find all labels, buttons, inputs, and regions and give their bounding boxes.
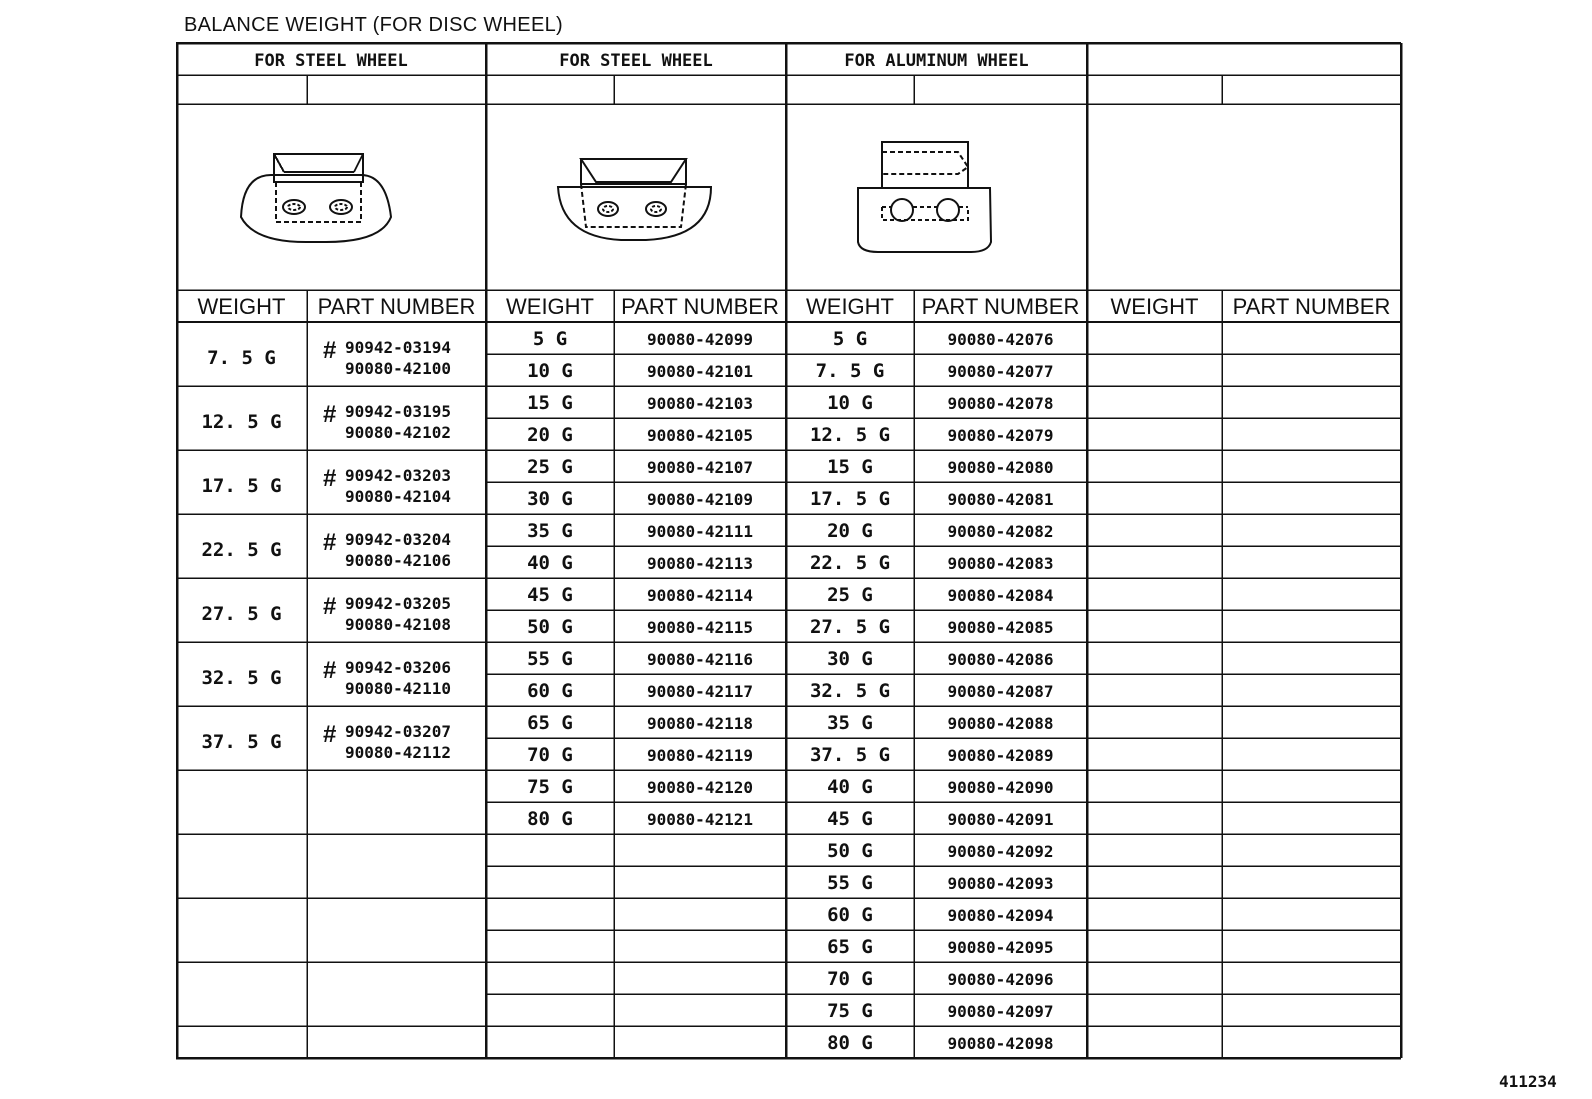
figure-number: 411234 — [1499, 1072, 1557, 1091]
hash-mark: # — [323, 593, 337, 620]
part-number: 90080-42093 — [947, 874, 1054, 893]
hash-mark: # — [323, 465, 337, 492]
weight-value: 25 G — [527, 456, 573, 478]
part-number: 90080-42079 — [947, 426, 1054, 445]
part-number: 90080-42092 — [947, 842, 1054, 861]
weight-value: 27. 5 G — [809, 616, 891, 638]
weight-value: 30 G — [827, 648, 873, 670]
part-number: 90080-42114 — [647, 586, 753, 605]
part-number: 90942-03203 — [345, 466, 451, 485]
part-number: 90080-42103 — [647, 394, 753, 413]
weight-value: 32. 5 G — [809, 680, 891, 702]
weight-value: 10 G — [827, 392, 873, 414]
table-text — [198, 51, 1391, 1054]
part-number-column-header: PART NUMBER — [621, 294, 779, 319]
part-number: 90080-42080 — [947, 458, 1054, 477]
part-number: 90942-03194 — [345, 338, 451, 357]
part-number: 90080-42115 — [647, 618, 753, 637]
steel-weight-1-icon — [241, 154, 391, 242]
weight-value: 50 G — [827, 840, 873, 862]
part-number: 90080-42106 — [345, 551, 451, 570]
weight-column-header: WEIGHT — [806, 294, 894, 319]
part-number: 90080-42087 — [947, 682, 1054, 701]
part-number: 90080-42111 — [647, 522, 753, 541]
weight-value: 65 G — [527, 712, 573, 734]
weight-value: 75 G — [827, 1000, 873, 1022]
part-number-column-header: PART NUMBER — [921, 294, 1080, 319]
weight-value: 10 G — [527, 360, 573, 382]
part-number: 90080-42104 — [345, 487, 451, 506]
part-number: 90080-42095 — [947, 938, 1054, 957]
weight-value: 7. 5 G — [815, 360, 885, 382]
weight-column-header: WEIGHT — [197, 294, 286, 319]
weight-value: 5 G — [532, 328, 568, 350]
weight-value: 75 G — [527, 776, 573, 798]
part-number: 90080-42110 — [345, 679, 451, 698]
weight-value: 55 G — [527, 648, 573, 670]
weight-value: 50 G — [527, 616, 573, 638]
weight-value: 70 G — [827, 968, 873, 990]
part-number: 90080-42119 — [647, 746, 753, 765]
weight-value: 12. 5 G — [201, 411, 282, 433]
part-number: 90080-42102 — [345, 423, 451, 442]
steel-weight-2-icon — [558, 159, 711, 240]
weight-value: 60 G — [827, 904, 873, 926]
weight-value: 30 G — [527, 488, 573, 510]
weight-value: 35 G — [827, 712, 873, 734]
part-number: 90080-42107 — [647, 458, 753, 477]
aluminum-weight-icon — [858, 142, 991, 252]
part-number: 90942-03204 — [345, 530, 451, 549]
part-number: 90080-42081 — [947, 490, 1054, 509]
part-number: 90080-42094 — [947, 906, 1054, 925]
weight-value: 25 G — [827, 584, 873, 606]
weight-value: 37. 5 G — [201, 731, 282, 753]
weight-value: 45 G — [827, 808, 873, 830]
part-number: 90080-42101 — [647, 362, 753, 381]
weight-value: 17. 5 G — [201, 475, 282, 497]
weight-column-header: WEIGHT — [1110, 294, 1199, 319]
part-number-column-header: PART NUMBER — [317, 294, 476, 319]
part-number: 90080-42090 — [947, 778, 1054, 797]
part-number: 90942-03206 — [345, 658, 451, 677]
weight-value: 12. 5 G — [809, 424, 891, 446]
part-number: 90080-42116 — [647, 650, 753, 669]
weight-value: 22. 5 G — [809, 552, 891, 574]
part-number: 90080-42096 — [947, 970, 1054, 989]
part-number: 90080-42113 — [647, 554, 753, 573]
weight-value: 40 G — [827, 776, 873, 798]
weight-value: 35 G — [527, 520, 573, 542]
weight-value: 17. 5 G — [809, 488, 891, 510]
part-number: 90942-03205 — [345, 594, 451, 613]
weight-value: 20 G — [827, 520, 873, 542]
part-number: 90080-42097 — [947, 1002, 1054, 1021]
part-number: 90080-42105 — [647, 426, 753, 445]
part-number: 90080-42118 — [647, 714, 753, 733]
part-number: 90080-42084 — [947, 586, 1054, 605]
hash-mark: # — [323, 337, 337, 364]
weight-value: 15 G — [527, 392, 573, 414]
part-number: 90080-42082 — [947, 522, 1054, 541]
weight-value: 70 G — [527, 744, 573, 766]
part-number: 90080-42083 — [947, 554, 1054, 573]
weight-value: 40 G — [527, 552, 573, 574]
section-heading: FOR STEEL WHEEL — [254, 51, 408, 71]
hash-mark: # — [323, 401, 337, 428]
part-number: 90080-42120 — [647, 778, 753, 797]
part-number: 90080-42086 — [947, 650, 1054, 669]
weight-column-header: WEIGHT — [506, 294, 594, 319]
hash-mark: # — [323, 529, 337, 556]
weight-value: 15 G — [827, 456, 873, 478]
weight-value: 80 G — [827, 1032, 873, 1054]
weight-value: 32. 5 G — [201, 667, 282, 689]
section-heading: FOR STEEL WHEEL — [559, 51, 713, 71]
part-number: 90080-42109 — [647, 490, 753, 509]
weight-value: 60 G — [527, 680, 573, 702]
part-number: 90080-42089 — [947, 746, 1054, 765]
weight-value: 22. 5 G — [201, 539, 282, 561]
weight-value: 27. 5 G — [201, 603, 282, 625]
part-number: 90080-42117 — [647, 682, 753, 701]
part-number: 90080-42091 — [947, 810, 1054, 829]
part-number: 90080-42099 — [647, 330, 753, 349]
hash-mark: # — [323, 657, 337, 684]
weight-value: 65 G — [827, 936, 873, 958]
part-number: 90080-42098 — [947, 1034, 1054, 1053]
balance-weight-table — [176, 42, 1427, 1079]
weight-value: 80 G — [527, 808, 573, 830]
part-number: 90080-42078 — [947, 394, 1054, 413]
hash-mark: # — [323, 721, 337, 748]
document-title: BALANCE WEIGHT (FOR DISC WHEEL) — [184, 14, 563, 36]
part-number: 90080-42077 — [947, 362, 1054, 381]
part-number: 90080-42121 — [647, 810, 753, 829]
weight-value: 5 G — [832, 328, 868, 350]
weight-value: 45 G — [527, 584, 573, 606]
part-number: 90942-03207 — [345, 722, 451, 741]
weight-value: 7. 5 G — [207, 347, 276, 369]
part-number: 90080-42100 — [345, 359, 451, 378]
part-number: 90080-42085 — [947, 618, 1054, 637]
part-number: 90080-42088 — [947, 714, 1054, 733]
part-number: 90080-42108 — [345, 615, 451, 634]
part-number: 90080-42076 — [947, 330, 1054, 349]
illustrations — [241, 142, 991, 252]
weight-value: 37. 5 G — [809, 744, 891, 766]
weight-value: 20 G — [527, 424, 573, 446]
part-number: 90080-42112 — [345, 743, 451, 762]
weight-value: 55 G — [827, 872, 873, 894]
part-number: 90942-03195 — [345, 402, 451, 421]
section-heading: FOR ALUMINUM WHEEL — [844, 51, 1029, 71]
part-number-column-header: PART NUMBER — [1232, 294, 1391, 319]
